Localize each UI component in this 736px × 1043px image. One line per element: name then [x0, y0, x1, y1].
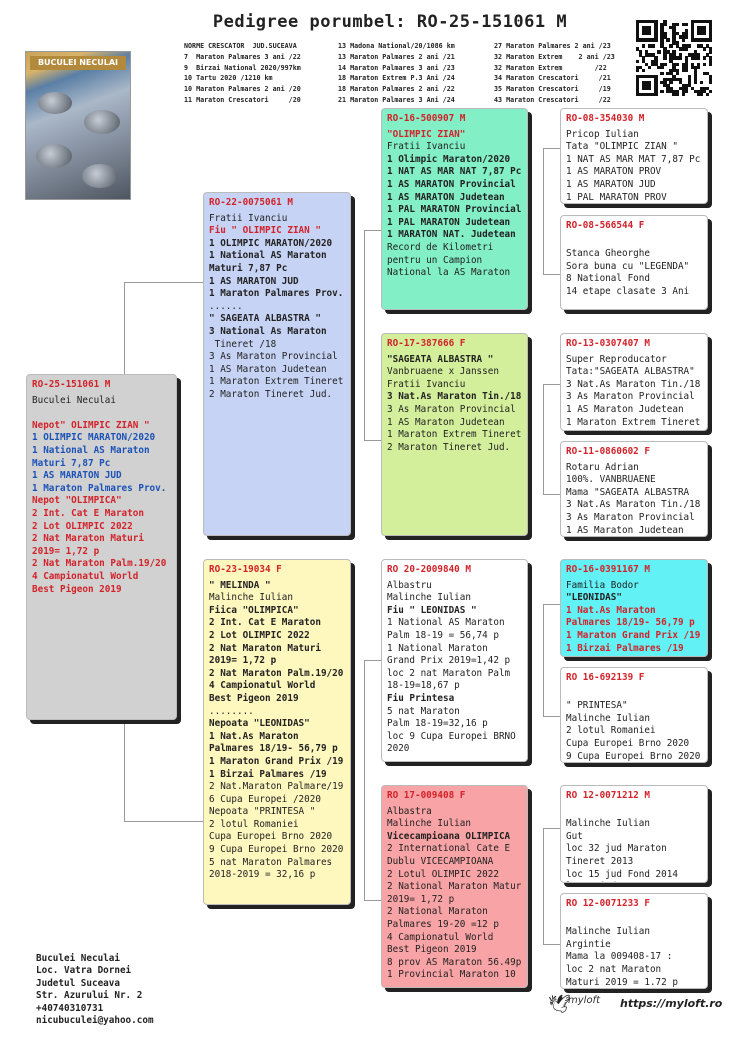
- pedigree-line: 2 Lot OLIMPIC 2022: [209, 629, 310, 641]
- pedigree-line: Fiica "OLIMPICA": [209, 604, 299, 616]
- qr-module: [703, 56, 706, 59]
- pedigree-line: Malinche Iulian: [566, 818, 650, 830]
- qr-module: [706, 93, 709, 96]
- connector-line: [543, 384, 544, 494]
- pedigree-line: Cupa Europei Brno 2020: [209, 831, 333, 843]
- myloft-logo: myloft: [568, 995, 600, 1006]
- pedigree-line: 1 AS MARATON Judetean: [387, 191, 505, 203]
- ring-number: RO-23-19034 F: [209, 564, 282, 575]
- pedigree-line: Record de Kilometri: [387, 241, 494, 253]
- qr-module: [685, 35, 688, 38]
- pedigree-line: Tata "OLIMPIC ZIAN ": [566, 141, 678, 153]
- pedigree-line: Dublu VICECAMPIOANA: [387, 855, 494, 867]
- pedigree-line: Albastra: [387, 805, 432, 817]
- pedigree-line: loc 9 Cupa Europei BRNO: [387, 730, 516, 742]
- result-line: 13 Maraton Palmares 2 ani /21: [338, 52, 455, 61]
- pedigree-line: 6 Cupa Europei /2020: [209, 793, 321, 805]
- qr-code[interactable]: [636, 20, 712, 96]
- connector-line: [543, 384, 560, 385]
- qr-module: [648, 87, 651, 90]
- qr-module: [669, 81, 672, 84]
- qr-module: [703, 32, 706, 35]
- pedigree-line: 4 Campionatul World: [32, 570, 139, 582]
- pedigree-line: Best Pigeon 2019: [387, 944, 477, 956]
- pedigree-line: Nepoata "PRINTESA ": [209, 806, 316, 818]
- pigeon-image: [36, 144, 72, 168]
- connector-line: [543, 148, 560, 149]
- connector-line: [543, 828, 560, 829]
- pedigree-line: 2 International Cate E: [387, 843, 511, 855]
- pedigree-line: 3 Nat.As Maraton Tin./18: [566, 378, 701, 390]
- qr-module: [654, 38, 657, 41]
- pedigree-line: 2 National Maraton: [387, 906, 488, 918]
- pedigree-line: Cupa Europei Brno 2020: [566, 737, 690, 749]
- page-title: Pedigree porumbel: RO-25-151061 M: [212, 12, 568, 32]
- result-line: 14 Maraton Palmares 3 ani /23: [338, 63, 455, 72]
- pedigree-line: 1 Nat.As Maraton: [566, 604, 656, 616]
- ring-number: RO 16-692139 F: [566, 672, 645, 683]
- loft-photo: [25, 51, 131, 200]
- connector-line: [543, 604, 544, 716]
- qr-module: [660, 72, 663, 75]
- pedigree-line: 1 Provincial Maraton 10: [387, 969, 516, 981]
- pigeon-card-subject[interactable]: [26, 374, 177, 720]
- pedigree-line: 1 Maraton Extrem Tineret: [566, 416, 701, 428]
- connector-line: [364, 660, 381, 661]
- pedigree-line: 100%. VANBRUAENE: [566, 474, 656, 486]
- qr-module: [682, 38, 685, 41]
- pedigree-line: 1 AS Maraton Judetean: [387, 416, 505, 428]
- qr-module: [676, 23, 679, 26]
- qr-module: [685, 23, 688, 26]
- qr-module: [666, 38, 669, 41]
- pedigree-line: 1 Maraton Grand Prix /19: [209, 755, 344, 767]
- pedigree-line: 3 As Maraton Provincial: [387, 403, 516, 415]
- result-line: 32 Maraton Extrem 2 ani /23: [494, 52, 615, 61]
- pedigree-line: 1 National Maraton: [387, 642, 488, 654]
- pedigree-line: Malinche Iulian: [387, 818, 471, 830]
- pedigree-line: 2 Nat Maraton Palm.19/20: [32, 558, 167, 570]
- pigeon-card-sire-dam[interactable]: [381, 333, 528, 536]
- result-line: NORME CRESCATOR JUD.SUCEAVA: [184, 42, 297, 50]
- pedigree-line: Best Pigeon 2019: [209, 692, 299, 704]
- pedigree-line: 1 Olimpic Maraton/2020: [387, 153, 511, 165]
- pedigree-line: Fiu " OLIMPIC ZIAN ": [209, 225, 321, 237]
- pedigree-line: [566, 806, 702, 819]
- qr-module: [660, 90, 663, 93]
- pedigree-line: 1 Maraton Extrem Tineret: [387, 429, 522, 441]
- pigeon-image: [38, 92, 72, 114]
- qr-module: [648, 32, 651, 35]
- pedigree-line: Fratii Ivanciu: [209, 212, 288, 224]
- pedigree-line: 2 Int. Cat E Maraton: [32, 507, 144, 519]
- ring-number: RO-16-0391167 M: [566, 564, 650, 575]
- result-line: 18 Maraton Palmares 2 ani /22: [338, 85, 455, 94]
- pedigree-line: loc 2 nat Maraton: [566, 963, 662, 975]
- result-line: 10 Maraton Palmares 2 ani /20: [184, 85, 301, 94]
- photo-banner: BUCULEI NECULAI: [30, 56, 126, 70]
- qr-module: [682, 93, 685, 96]
- pedigree-line: Vicecampioana OLIMPICA: [387, 830, 511, 842]
- pedigree-line: 3 Nat.As Maraton Tin./18: [566, 499, 701, 511]
- pedigree-line: 2 Nat Maraton Maturi: [209, 642, 321, 654]
- pigeon-card-sire-dam-sire[interactable]: [560, 333, 708, 431]
- pedigree-line: 5 nat Maraton Palmares: [209, 856, 333, 868]
- contact-line: Loc. Vatra Dornei: [36, 965, 132, 977]
- qr-module: [642, 69, 645, 72]
- qr-module: [694, 81, 697, 84]
- connector-line: [543, 944, 560, 945]
- pedigree-line: Palmares 18/19- 56,79 p: [566, 617, 695, 629]
- pedigree-line: Malinche Iulian: [387, 592, 471, 604]
- website-link[interactable]: https://myloft.ro: [620, 997, 723, 1010]
- pedigree-line: 1 AS MARATON Provincial: [387, 178, 516, 190]
- connector-line: [543, 494, 560, 495]
- pedigree-line: 1 AS MARATON JUD: [209, 275, 299, 287]
- connector-line: [543, 716, 560, 717]
- pedigree-line: "OLIMPIC ZIAN": [387, 128, 466, 140]
- pedigree-line: Vanbruaene x Janssen: [387, 366, 499, 378]
- pigeon-card-dam-dam-sire[interactable]: [560, 785, 708, 883]
- pedigree-line: 1 Maraton Palmares Prov.: [209, 288, 344, 300]
- result-line: 11 Maraton Crescatori /20: [184, 95, 301, 104]
- pedigree-line: 2 Lot OLIMPIC 2022: [32, 520, 133, 532]
- pigeon-image: [84, 110, 120, 134]
- pedigree-line: Grand Prix 2019=1,42 p: [387, 655, 511, 667]
- pedigree-line: Sora buna cu "LEGENDA": [566, 260, 690, 272]
- pedigree-line: National la AS Maraton: [387, 267, 511, 279]
- pedigree-line: Maturi 2019 = 1.72 p: [566, 976, 678, 988]
- pedigree-line: " PRINTESA": [566, 700, 628, 712]
- pigeon-card-dam[interactable]: [203, 559, 351, 905]
- contact-line: +40740310731: [36, 1002, 104, 1014]
- pedigree-line: 1 National AS Maraton: [209, 250, 327, 262]
- connector-line: [543, 604, 560, 605]
- pedigree-line: Tineret /18: [209, 338, 277, 350]
- pedigree-line: 2 National Maraton Matur: [387, 881, 522, 893]
- pedigree-line: loc 15 jud Fond 2014: [566, 868, 678, 880]
- pedigree-line: [566, 236, 702, 249]
- pedigree-line: Palmares 19-20 =12 p: [387, 918, 499, 930]
- qr-module: [700, 93, 703, 96]
- ring-number: RO-08-566544 F: [566, 220, 645, 231]
- pedigree-line: Maturi 7,87 Pc: [32, 457, 111, 469]
- pedigree-line: Nepoata "LEONIDAS": [209, 718, 310, 730]
- ring-number: RO 12-0071233 F: [566, 898, 650, 909]
- qr-module: [709, 50, 712, 53]
- pedigree-line: Fiu Printesa: [387, 692, 455, 704]
- pigeon-card-dam-sire[interactable]: [381, 559, 528, 762]
- qr-module: [648, 66, 651, 69]
- pigeon-card-dam-sire-dam[interactable]: [560, 667, 708, 763]
- qr-module: [697, 66, 700, 69]
- contact-line: Str. Azurului Nr. 2: [36, 990, 143, 1002]
- result-line: 27 Maraton Palmares 2 ani /23: [494, 42, 611, 50]
- pedigree-line: loc 2 nat Maraton Palm: [387, 667, 511, 679]
- qr-module: [663, 56, 666, 59]
- pedigree-line: Palm 18-19 = 56,74 p: [387, 629, 499, 641]
- pedigree-line: 1 National AS Maraton: [32, 444, 150, 456]
- pedigree-line: Palmares 18/19- 56,79 p: [209, 743, 338, 755]
- result-line: 18 Maraton Extrem P.3 Ani /24: [338, 74, 455, 83]
- contact-line: nicubuculei@yahoo.com: [36, 1015, 154, 1027]
- pedigree-line: ......: [209, 300, 243, 312]
- pedigree-line: 2018-2019 = 32,16 p: [209, 869, 316, 881]
- result-line: 35 Maraton Crescatori /19: [494, 85, 611, 94]
- pedigree-line: Malinche Iulian: [209, 592, 293, 604]
- pedigree-line: 2 Nat Maraton Maturi: [32, 533, 144, 545]
- pedigree-line: 1 AS MARATON JUD: [32, 470, 122, 482]
- pedigree-line: Rotaru Adrian: [566, 461, 639, 473]
- qr-module: [709, 81, 712, 84]
- pedigree-line: 1 Nat.As Maraton: [209, 730, 299, 742]
- qr-module: [709, 90, 712, 93]
- pigeon-image: [82, 164, 118, 188]
- result-line: 21 Maraton Palmares 3 Ani /24: [338, 95, 455, 104]
- pedigree-line: 1 OLIMPIC MARATON/2020: [209, 237, 333, 249]
- pedigree-line: " SAGEATA ALBASTRA ": [209, 313, 321, 325]
- pedigree-line: Familia Bodor: [566, 579, 639, 591]
- pedigree-line: 14 etape clasate 3 Ani: [566, 285, 690, 297]
- pedigree-line: 3 Nat.As Maraton Tin./18: [387, 391, 522, 403]
- pedigree-line: 5 nat Maraton: [387, 705, 460, 717]
- pedigree-line: " MELINDA ": [209, 579, 271, 591]
- qr-module: [679, 56, 682, 59]
- pedigree-line: 1 OLIMPIC MARATON/2020: [32, 432, 156, 444]
- qr-module: [685, 47, 688, 50]
- pedigree-line: Argintie: [566, 938, 611, 950]
- pigeon-card-dam-dam-dam[interactable]: [560, 893, 708, 989]
- connector-line: [364, 660, 365, 900]
- ring-number: RO 12-0071212 M: [566, 790, 650, 801]
- pedigree-line: 3 National As Maraton: [209, 325, 327, 337]
- qr-module: [709, 38, 712, 41]
- pedigree-line: 2 Int. Cat E Maraton: [209, 617, 321, 629]
- pedigree-line: [566, 688, 702, 701]
- ring-number: RO-22-0075061 M: [209, 197, 293, 208]
- qr-module: [700, 81, 703, 84]
- pedigree-line: Mama la 009408-17 :: [566, 951, 673, 963]
- pedigree-line: ........: [209, 705, 254, 717]
- pedigree-line: 4 Campionatul World: [387, 931, 494, 943]
- result-line: 43 Maraton Crescatori /22: [494, 95, 611, 104]
- pedigree-line: 9 Cupa Europei Brno 2020: [209, 844, 344, 856]
- connector-line: [124, 282, 204, 283]
- pigeon-card-dam-dam[interactable]: [381, 785, 528, 988]
- qr-module: [676, 72, 679, 75]
- result-line: 7 Maraton Palmares 3 ani /22: [184, 52, 301, 61]
- connector-line: [364, 900, 381, 901]
- myloft-bird-icon: 🕊: [548, 994, 571, 1015]
- ring-number: RO-16-500907 M: [387, 113, 466, 124]
- pedigree-line: Pricop Iulian: [566, 128, 639, 140]
- pedigree-line: Gut: [566, 830, 583, 842]
- pedigree-line: 2019= 1,72 p: [209, 655, 277, 667]
- pedigree-line: pentru un Campion: [387, 254, 483, 266]
- pedigree-line: 1 NAT AS MAR NAT 7,87 Pc: [387, 166, 522, 178]
- qr-module: [676, 63, 679, 66]
- pedigree-line: 2 Nat.Maraton Palmare/19: [209, 781, 344, 793]
- pedigree-line: 1 National AS Maraton: [387, 617, 505, 629]
- pedigree-line: "SAGEATA ALBASTRA ": [387, 353, 494, 365]
- pedigree-line: 1 Maraton Grand Prix /19: [566, 629, 701, 641]
- pedigree-line: Stanca Gheorghe: [566, 248, 650, 260]
- pedigree-line: 1 PAL MARATON Provincial: [387, 204, 522, 216]
- qr-module: [663, 23, 666, 26]
- result-line: 32 Maraton Extrem /22: [494, 63, 607, 72]
- pedigree-line: 1 AS Maraton Judetean: [209, 363, 327, 375]
- pedigree-line: 2 Nat Maraton Palm.19/20: [209, 667, 344, 679]
- ring-number: RO-08-354030 M: [566, 113, 645, 124]
- result-line: 9 Birzai National 2020/997km: [184, 63, 301, 72]
- pedigree-line: Malinche Iulian: [566, 712, 650, 724]
- qr-module: [657, 50, 660, 53]
- pedigree-line: 2 lotul Romaniei: [566, 725, 656, 737]
- result-line: 34 Maraton Crescatori /21: [494, 74, 611, 83]
- qr-module: [642, 44, 645, 47]
- pigeon-card-sire-sire[interactable]: [381, 108, 528, 310]
- results-column-2: [338, 41, 455, 106]
- pedigree-line: Maturi 7,87 Pc: [209, 262, 288, 274]
- pedigree-line: 1 AS Maraton Judetean: [566, 403, 684, 415]
- owner-name: Buculei Neculai: [32, 394, 116, 406]
- connector-line: [543, 274, 560, 275]
- pedigree-line: Fratii Ivanciu: [387, 141, 466, 153]
- pedigree-line: 2 lotul Romaniei: [209, 818, 299, 830]
- pedigree-line: 1 Maraton Palmares Prov.: [32, 482, 167, 494]
- results-column-3: [494, 41, 615, 106]
- ring-number: RO-13-0307407 M: [566, 338, 650, 349]
- pigeon-card-sire-sire-dam[interactable]: [560, 215, 708, 310]
- qr-module: [703, 47, 706, 50]
- qr-module: [654, 93, 657, 96]
- pedigree-line: Tata:"SAGEATA ALBASTRA": [566, 366, 695, 378]
- pedigree-line: 2019= 1,72 p: [387, 893, 455, 905]
- ring-number: RO-17-387666 F: [387, 338, 466, 349]
- pedigree-line: 1 Birzai Palmares /19: [209, 768, 327, 780]
- pigeon-card-sire-dam-dam[interactable]: [560, 441, 708, 537]
- pedigree-line: 8 prov AS Maraton 56.49p: [387, 956, 522, 968]
- pigeon-card-dam-sire-sire[interactable]: [560, 559, 708, 657]
- pedigree-line: 2 Maraton Tineret Jud.: [387, 441, 511, 453]
- qr-module: [688, 44, 691, 47]
- pedigree-line: 3 As Maraton Provincial: [566, 511, 695, 523]
- results-column-1: [184, 41, 301, 106]
- breeder-contact: [36, 953, 154, 1027]
- pedigree-line: 8 National Fond: [566, 273, 650, 285]
- pedigree-line: Fratii Ivanciu: [387, 378, 466, 390]
- pedigree-line: Tineret 2013: [566, 855, 634, 867]
- pedigree-line: 1 AS Maraton Judetean: [566, 524, 684, 536]
- connector-line: [543, 828, 544, 944]
- contact-line: Judetul Suceava: [36, 977, 120, 989]
- connector-line: [543, 148, 544, 274]
- qr-module: [660, 66, 663, 69]
- pedigree-line: 1 NAT AS MAR MAT 7,87 Pc: [566, 153, 701, 165]
- pedigree-line: Palm 18-19=32,16 p: [387, 718, 488, 730]
- pedigree-line: 18-19=18,67 p: [387, 680, 460, 692]
- ring-number: RO-25-151061 M: [32, 379, 111, 390]
- pedigree-line: Fiu " LEONIDAS ": [387, 604, 477, 616]
- qr-module: [709, 63, 712, 66]
- pedigree-line: 3 As Maraton Provincial: [209, 351, 338, 363]
- contact-line: Buculei Neculai: [36, 953, 120, 964]
- ring-number: RO 20-2009840 M: [387, 564, 471, 575]
- qr-module: [676, 93, 679, 96]
- pedigree-line: Super Reproducator: [566, 353, 667, 365]
- pedigree-line: 1 MARATON NAT. Judetean: [387, 229, 516, 241]
- pedigree-line: 9 Cupa Europei Brno 2020: [566, 750, 701, 762]
- qr-module: [663, 63, 666, 66]
- ring-number: RO-11-0860602 F: [566, 446, 650, 457]
- pedigree-line: [566, 881, 702, 883]
- qr-module: [651, 44, 654, 47]
- connector-line: [124, 821, 204, 822]
- pedigree-line: 1 PAL MARATON Judetean: [387, 216, 511, 228]
- pedigree-line: 3 As Maraton Provincial: [566, 391, 695, 403]
- pedigree-line: Nepot "OLIMPICA": [32, 495, 122, 507]
- connector-line: [364, 440, 381, 441]
- pigeon-card-sire[interactable]: [203, 192, 351, 536]
- qr-module: [636, 60, 639, 63]
- qr-module: [685, 69, 688, 72]
- pedigree-line: 4 Campionatul World: [209, 680, 316, 692]
- pedigree-line: Best Pigeon 2019: [32, 583, 122, 595]
- pedigree-line: Albastru: [387, 579, 432, 591]
- pedigree-line: Mama "SAGEATA ALBASTRA: [566, 486, 690, 498]
- pedigree-line: 1 AS MARATON JUD: [566, 178, 656, 190]
- pedigree-line: 2020: [387, 743, 410, 755]
- pedigree-line: Nepot" OLIMPIC ZIAN ": [32, 419, 150, 431]
- pedigree-line: 2 Lotul OLIMPIC 2022: [387, 868, 499, 880]
- connector-line: [364, 230, 381, 231]
- pedigree-line: [566, 914, 702, 927]
- qr-module: [636, 69, 639, 72]
- pedigree-line: loc 32 jud Maraton: [566, 843, 667, 855]
- pedigree-line: 1 PAL MARATON PROV: [566, 191, 667, 203]
- result-line: 10 Tartu 2020 /1210 km: [184, 74, 273, 83]
- pigeon-card-sire-sire-sire[interactable]: [560, 108, 708, 204]
- ring-number: RO 17-009408 F: [387, 790, 466, 801]
- pedigree-line: 1 AS MARATON PROV: [566, 166, 662, 178]
- pedigree-line: [32, 407, 171, 420]
- pedigree-line: 2 Maraton Tineret Jud.: [209, 388, 333, 400]
- qr-module: [697, 56, 700, 59]
- pedigree-line: Malinche Iulian: [566, 926, 650, 938]
- pedigree-line: 1 Maraton Extrem Tineret: [209, 376, 344, 388]
- pedigree-line: 2019= 1,72 p: [32, 545, 100, 557]
- qr-module: [669, 44, 672, 47]
- qr-module: [685, 90, 688, 93]
- qr-module: [703, 63, 706, 66]
- pedigree-line: 1 Birzai Palmares /19: [566, 642, 684, 654]
- connector-line: [364, 230, 365, 440]
- pedigree-line: "LEONIDAS": [566, 592, 622, 604]
- result-line: 13 Madona National/20/1086 km: [338, 42, 455, 50]
